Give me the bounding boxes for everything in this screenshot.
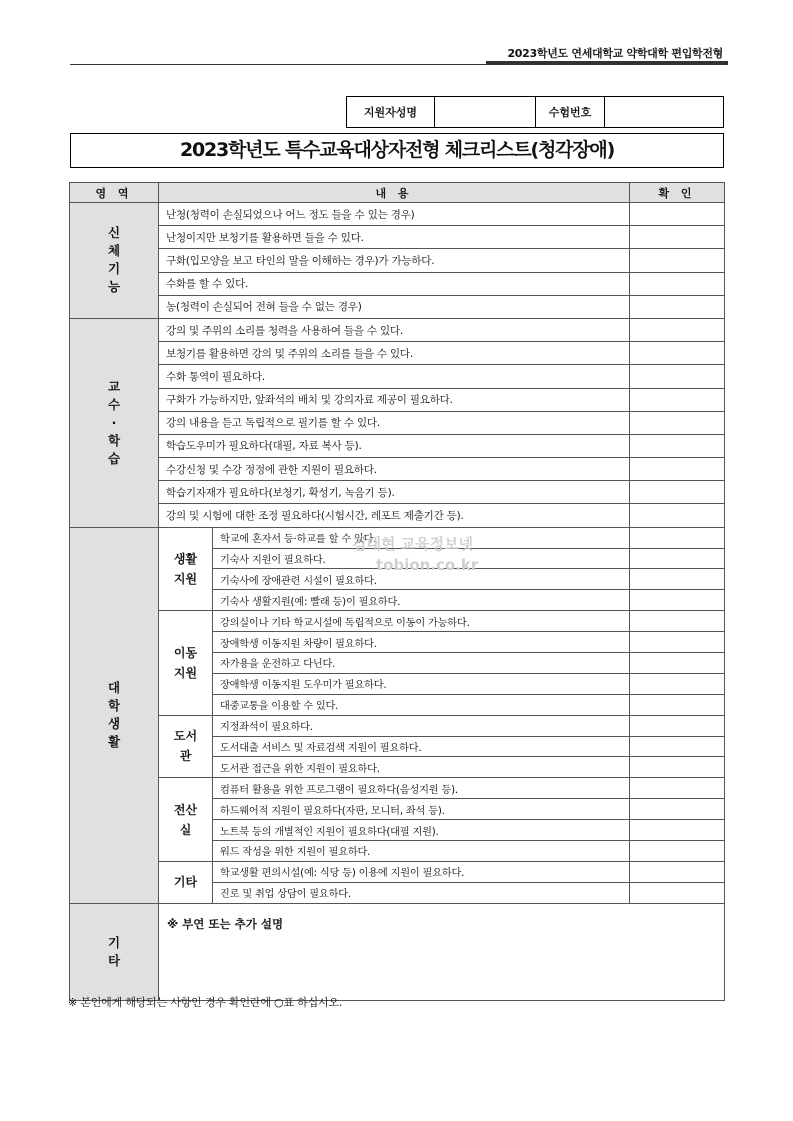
confirm-checkbox-cell[interactable] <box>630 365 725 388</box>
confirm-checkbox-cell[interactable] <box>630 504 725 527</box>
checklist-item: 기숙사에 장애관련 시설이 필요하다. <box>213 569 630 590</box>
area-campus <box>70 527 159 903</box>
sub-area-label: 생활지원 <box>173 551 198 586</box>
confirm-checkbox-cell[interactable] <box>630 203 725 226</box>
area-campus-label: 대학생활 <box>107 680 121 750</box>
header-title: 2023학년도 연세대학교 약학대학 편입학전형 <box>507 47 723 60</box>
confirm-checkbox-cell[interactable] <box>630 226 725 249</box>
watermark-line1: 김대현 교육정보넷 <box>352 535 474 553</box>
confirm-checkbox-cell[interactable] <box>630 272 725 295</box>
checklist-item: 학습기자재가 필요하다(보청기, 확성기, 녹음기 등). <box>159 481 630 504</box>
table-row <box>70 861 725 882</box>
table-row <box>70 249 725 272</box>
confirm-checkbox-cell[interactable] <box>630 434 725 457</box>
sub-area-cell <box>159 861 213 903</box>
confirm-checkbox-cell[interactable] <box>630 652 725 673</box>
confirm-checkbox-cell[interactable] <box>630 295 725 318</box>
confirm-checkbox-cell[interactable] <box>630 458 725 481</box>
checklist-item: 장애학생 이동지원 차량이 필요하다. <box>213 632 630 653</box>
table-row <box>70 778 725 799</box>
checklist-item: 노트북 등의 개별적인 지원이 필요하다(대필 지원). <box>213 820 630 841</box>
confirm-checkbox-cell[interactable] <box>630 840 725 861</box>
table-row <box>70 203 725 226</box>
footnote: ※ 본인에게 해당되는 사항인 경우 확인란에 ○표 하십시오. <box>68 996 343 1009</box>
checklist-item: 강의 및 주위의 소리를 청력을 사용하여 들을 수 있다. <box>159 318 630 341</box>
table-row <box>70 388 725 411</box>
confirm-checkbox-cell[interactable] <box>630 481 725 504</box>
header-confirm: 확 인 <box>630 183 725 203</box>
confirm-checkbox-cell[interactable] <box>630 249 725 272</box>
table-row <box>70 527 725 548</box>
table-row <box>70 458 725 481</box>
checklist-item: 자가용을 운전하고 다닌다. <box>213 652 630 673</box>
checklist-item: 난청(청력이 손실되었으나 어느 정도 들을 수 있는 경우) <box>159 203 630 226</box>
confirm-checkbox-cell[interactable] <box>630 861 725 882</box>
checklist-item: 학습도우미가 필요하다(대필, 자료 복사 등). <box>159 434 630 457</box>
additional-notes-field[interactable] <box>159 903 725 1000</box>
checklist-item: 도서대출 서비스 및 자료검색 지원이 필요하다. <box>213 736 630 757</box>
watermark-line2: tobion.co.kr <box>376 556 479 574</box>
checklist-item: 도서관 접근을 위한 지원이 필요하다. <box>213 757 630 778</box>
checklist-item: 장애학생 이동지원 도우미가 필요하다. <box>213 673 630 694</box>
checklist-item: 강의 및 시험에 대한 조정 필요하다(시험시간, 레포트 제출기간 등). <box>159 504 630 527</box>
exam-number-field[interactable] <box>605 97 724 128</box>
checklist-item: 수화 통역이 필요하다. <box>159 365 630 388</box>
table-header-row <box>70 183 725 203</box>
checklist-table <box>69 182 725 1001</box>
confirm-checkbox-cell[interactable] <box>630 590 725 611</box>
confirm-checkbox-cell[interactable] <box>630 694 725 715</box>
checklist-item: 구화(입모양을 보고 타인의 말을 이해하는 경우)가 가능하다. <box>159 249 630 272</box>
table-row <box>70 434 725 457</box>
sub-area-cell <box>159 527 213 611</box>
sub-area-cell <box>159 611 213 715</box>
exam-number-label: 수험번호 <box>536 97 605 128</box>
area-teaching-label: 교수·학습 <box>107 378 121 466</box>
table-row <box>70 611 725 632</box>
checklist-item: 강의실이나 기타 학교시설에 독립적으로 이동이 가능하다. <box>213 611 630 632</box>
checklist-item: 구화가 가능하지만, 앞좌석의 배치 및 강의자료 제공이 필요하다. <box>159 388 630 411</box>
area-physical <box>70 203 159 319</box>
sub-area-label: 전산실 <box>173 802 198 837</box>
sub-area-label: 이동지원 <box>173 645 198 680</box>
header-content: 내 용 <box>159 183 630 203</box>
checklist-item: 진로 및 취업 상담이 필요하다. <box>213 882 630 903</box>
confirm-checkbox-cell[interactable] <box>630 778 725 799</box>
confirm-checkbox-cell[interactable] <box>630 632 725 653</box>
checklist-item: 기숙사 생활지원(예: 빨래 등)이 필요하다. <box>213 590 630 611</box>
other-row <box>70 903 725 1000</box>
table-row <box>70 715 725 736</box>
checklist-item: 기숙사 지원이 필요하다. <box>213 548 630 569</box>
checklist-item: 난청이지만 보청기를 활용하면 들을 수 있다. <box>159 226 630 249</box>
checklist-item: 대중교통을 이용할 수 있다. <box>213 694 630 715</box>
table-row <box>70 481 725 504</box>
checklist-item: 워드 작성을 위한 지원이 필요하다. <box>213 840 630 861</box>
checklist-item: 강의 내용을 듣고 독립적으로 필기를 할 수 있다. <box>159 411 630 434</box>
confirm-checkbox-cell[interactable] <box>630 548 725 569</box>
table-row <box>70 504 725 527</box>
confirm-checkbox-cell[interactable] <box>630 715 725 736</box>
applicant-name-label: 지원자성명 <box>347 97 435 128</box>
table-row <box>70 365 725 388</box>
table-row <box>70 342 725 365</box>
table-row <box>70 318 725 341</box>
checklist-item: 보청기를 활용하면 강의 및 주위의 소리를 들을 수 있다. <box>159 342 630 365</box>
area-other-label: 기타 <box>107 934 121 968</box>
confirm-checkbox-cell[interactable] <box>630 882 725 903</box>
confirm-checkbox-cell[interactable] <box>630 736 725 757</box>
confirm-checkbox-cell[interactable] <box>630 569 725 590</box>
confirm-checkbox-cell[interactable] <box>630 388 725 411</box>
table-row <box>70 411 725 434</box>
confirm-checkbox-cell[interactable] <box>630 342 725 365</box>
confirm-checkbox-cell[interactable] <box>630 673 725 694</box>
table-row <box>70 226 725 249</box>
table-row <box>70 272 725 295</box>
confirm-checkbox-cell[interactable] <box>630 820 725 841</box>
confirm-checkbox-cell[interactable] <box>630 799 725 820</box>
checklist-item: 수강신청 및 수강 정정에 관한 지원이 필요하다. <box>159 458 630 481</box>
area-teaching <box>70 318 159 527</box>
header-divider-accent <box>486 61 728 65</box>
checklist-item: 농(청력이 손실되어 전혀 들을 수 없는 경우) <box>159 295 630 318</box>
header-area: 영 역 <box>70 183 159 203</box>
checklist-item: 수화를 할 수 있다. <box>159 272 630 295</box>
confirm-checkbox-cell[interactable] <box>630 411 725 434</box>
sub-area-cell <box>159 778 213 862</box>
checklist-item: 학교에 혼자서 등·하교를 할 수 있다. <box>213 527 630 548</box>
checklist-item: 컴퓨터 활용을 위한 프로그램이 필요하다(음성지원 등). <box>213 778 630 799</box>
area-other <box>70 903 159 1000</box>
area-physical-label: 신체기능 <box>107 225 121 295</box>
applicant-info-table <box>346 96 724 128</box>
checklist-item: 지정좌석이 필요하다. <box>213 715 630 736</box>
confirm-checkbox-cell[interactable] <box>630 527 725 548</box>
confirm-checkbox-cell[interactable] <box>630 318 725 341</box>
applicant-name-field[interactable] <box>435 97 536 128</box>
table-row <box>70 295 725 318</box>
sub-area-label: 도서관 <box>173 729 198 764</box>
sub-area-label: 기타 <box>173 875 198 890</box>
confirm-checkbox-cell[interactable] <box>630 757 725 778</box>
sub-area-cell <box>159 715 213 778</box>
additional-notes-label: ※ 부연 또는 추가 설명 <box>167 916 284 931</box>
checklist-item: 하드웨어적 지원이 필요하다(자판, 모니터, 좌석 등). <box>213 799 630 820</box>
checklist-item: 학교생활 편의시설(예: 식당 등) 이용에 지원이 필요하다. <box>213 861 630 882</box>
document-title: 2023학년도 특수교육대상자전형 체크리스트(청각장애) <box>70 133 724 168</box>
confirm-checkbox-cell[interactable] <box>630 611 725 632</box>
